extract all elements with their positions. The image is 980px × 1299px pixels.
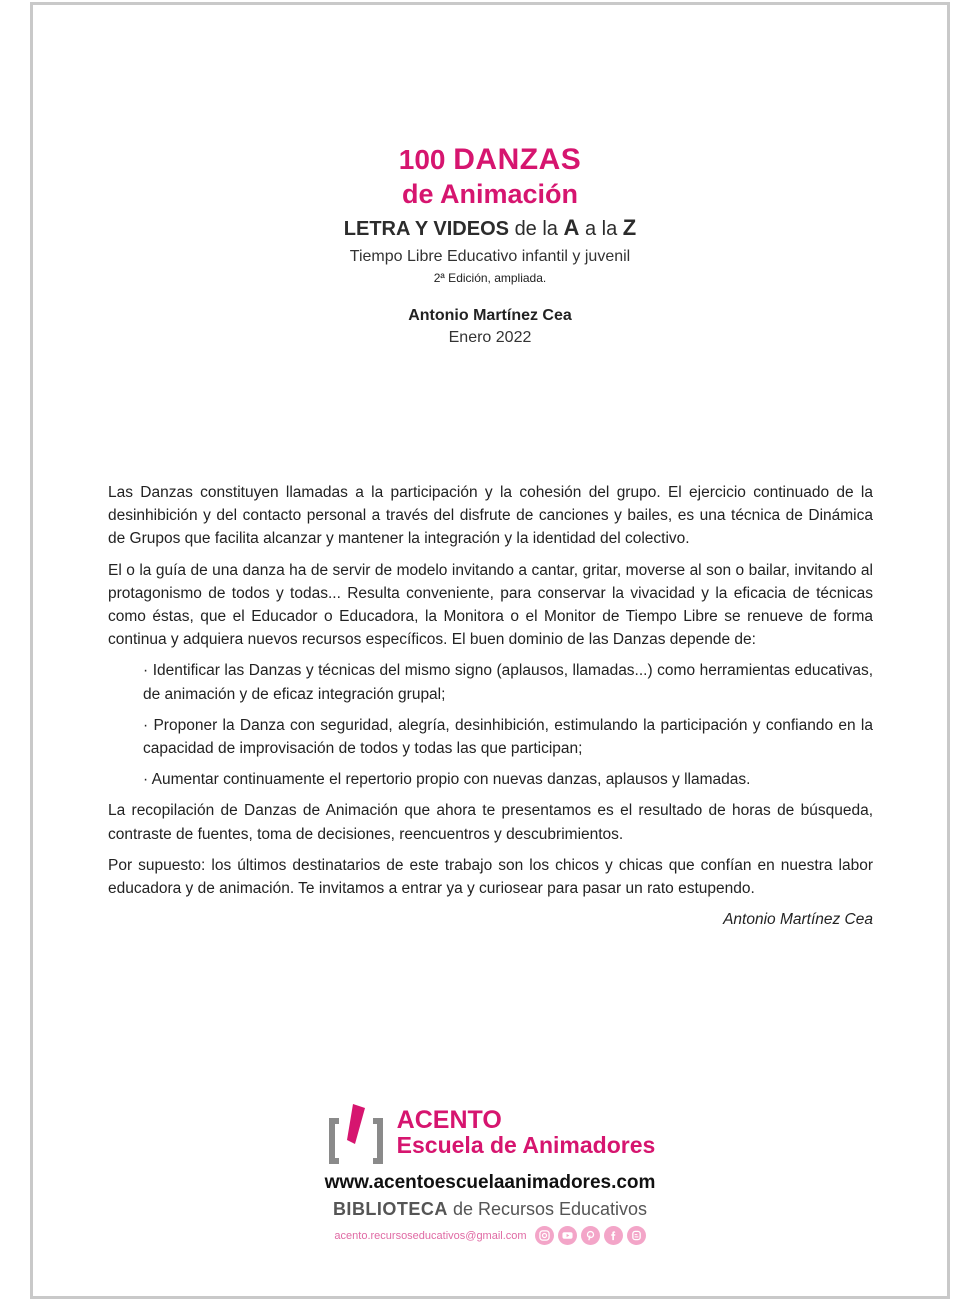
paragraph-3: La recopilación de Danzas de Animación que ahora te presentamos es el resultado de horas de búsqueda, contraste de fuentes, toma de decisiones, reencuentros y descubrimientos. xyxy=(108,802,873,843)
pinterest-icon[interactable] xyxy=(581,1226,600,1245)
tagline: Tiempo Libre Educativo infantil y juvenil xyxy=(349,248,631,265)
bullet-item: · Identificar las Danzas y técnicas del mismo signo (aplausos, llamadas...) como herramientas educativas, de animación y de eficaz integración grupal; xyxy=(143,662,873,703)
contact-row xyxy=(0,1226,980,1245)
brand-words xyxy=(397,1108,656,1158)
signature: Antonio Martínez Cea xyxy=(723,911,873,929)
paragraph-4: Por supuesto: los últimos destinatarios de este trabajo son los chicos y chicas que confían en nuestra labor educadora y de animación. Te invitamos a entrar ya y curiosear para pasar un rato estupendo. xyxy=(108,856,873,898)
bullet-list xyxy=(108,659,873,791)
library-label xyxy=(0,1196,980,1222)
subtitle-letter-a: A xyxy=(563,215,580,240)
subtitle-de-la: de la xyxy=(514,218,558,240)
subtitle xyxy=(0,214,980,243)
publication-date: Enero 2022 xyxy=(448,329,532,346)
title-line-2: de Animación xyxy=(401,179,579,209)
subtitle-a-la: a la xyxy=(584,218,618,240)
intro-text xyxy=(108,481,873,931)
subtitle-bold: LETRA Y VIDEOS xyxy=(343,218,509,240)
paragraph-1: Las Danzas constituyen llamadas a la participación y la cohesión del grupo. El ejercicio continuado de la desinhibición y del contacto personal a través del disfrute de canciones y bailes, es una técnica de Dinámica de Grupos que facilita alcanzar y mantener la integración y la identidad del colectivo. xyxy=(108,484,873,548)
bullet-item: · Aumentar continuamente el repertorio propio con nuevas danzas, aplausos y llamadas. xyxy=(143,771,751,789)
email-link[interactable]: acento.recursoseducativos@gmail.com xyxy=(334,1229,527,1242)
blog-icon[interactable] xyxy=(627,1226,646,1245)
subtitle-letter-z: Z xyxy=(622,215,637,240)
edition: 2ª Edición, ampliada. xyxy=(433,271,547,285)
paragraph-2: El o la guía de una danza ha de servir de modelo invitando a cantar, gritar, moverse al son o bailar, invitando al protagonismo de todos y todas... Resulta conveniente, para conservar la vivacidad y la eficacia de técnicas como éstas, que el Educador o Educadora, la Monitora o el Monitor de Tiempo Libre se renueve de forma continua y adquiera nuevos recursos específicos. El buen dominio de las Danzas depende de: xyxy=(108,561,873,649)
website-link[interactable]: www.acentoescuelaanimadores.com xyxy=(324,1172,656,1193)
brand-name: ACENTO xyxy=(396,1106,502,1134)
title-block xyxy=(0,143,980,349)
title-word: DANZAS xyxy=(453,143,582,176)
instagram-icon[interactable] xyxy=(535,1226,554,1245)
bullet-item: · Proponer la Danza con seguridad, alegría, desinhibición, estimulando la participación y confiando en la capacidad de improvisación de todos y todas las que participan; xyxy=(143,716,873,758)
acento-bracket-logo-icon xyxy=(325,1100,387,1166)
footer xyxy=(0,1100,980,1245)
library-bold: BIBLIOTECA xyxy=(332,1199,448,1219)
author-name: Antonio Martínez Cea xyxy=(408,307,572,324)
youtube-icon[interactable] xyxy=(558,1226,577,1245)
brand-subtitle: Escuela de Animadores xyxy=(396,1132,656,1158)
title-line-1 xyxy=(0,143,980,177)
brand-logo xyxy=(0,1100,980,1166)
title-number: 100 xyxy=(398,144,446,175)
facebook-icon[interactable] xyxy=(604,1226,623,1245)
library-rest: de Recursos Educativos xyxy=(452,1199,648,1219)
